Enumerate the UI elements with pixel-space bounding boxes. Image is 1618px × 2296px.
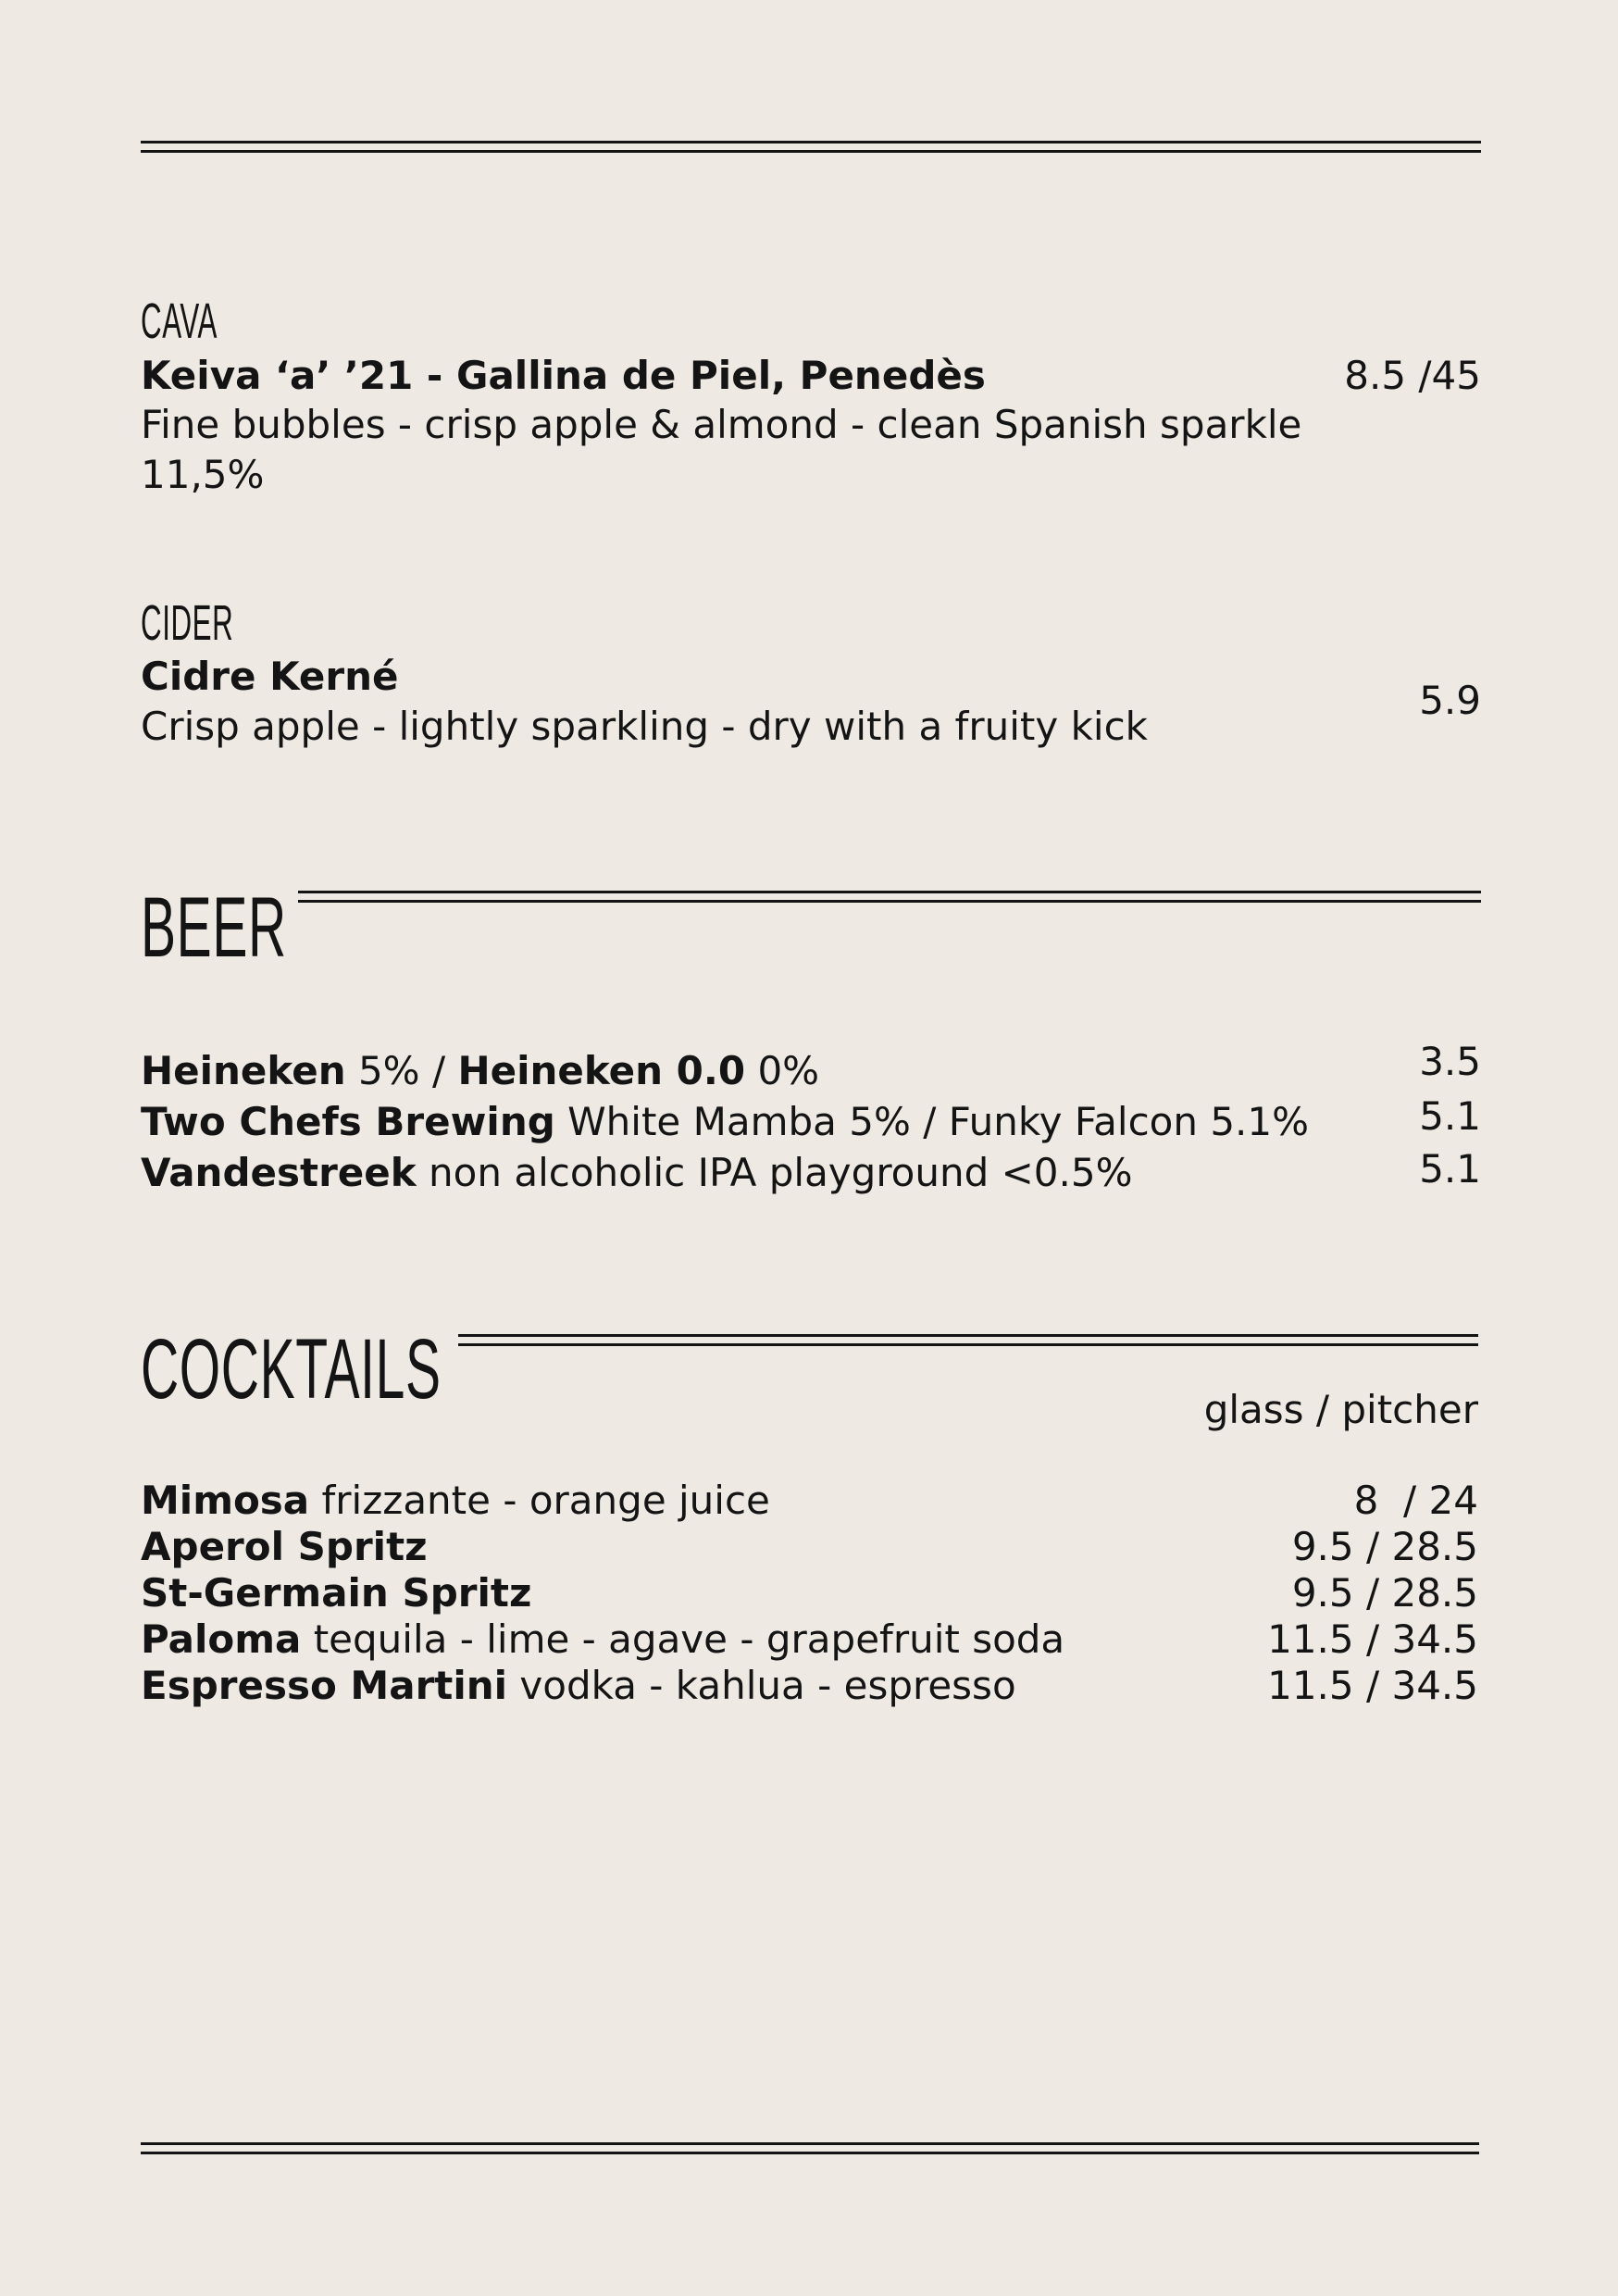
cocktail-price-st-germain: 9.5 / 28.5 — [1291, 1570, 1478, 1616]
cocktail-name: Espresso Martini — [141, 1663, 508, 1708]
cider-item-description: Crisp apple - lightly sparkling - dry with a fruity kick — [141, 704, 1148, 749]
cava-item-name: Keiva ‘a’ ’21 - Gallina de Piel, Penedès — [141, 353, 986, 398]
cocktail-name: Paloma — [141, 1616, 302, 1662]
cocktail-price-paloma: 11.5 / 34.5 — [1267, 1616, 1478, 1662]
beer-price-heineken: 3.5 — [1419, 1039, 1481, 1084]
beer-name: Vandestreek — [141, 1150, 417, 1195]
cava-item-abv: 11,5% — [141, 452, 265, 497]
cava-item-price: 8.5 /45 — [1344, 353, 1481, 398]
cocktails-column-label: glass / pitcher — [1203, 1387, 1478, 1432]
cocktail-name: Aperol Spritz — [141, 1524, 428, 1569]
beer-detail: 5% / — [345, 1048, 458, 1093]
cava-item-description: Fine bubbles - crisp apple & almond - clean Spanish sparkle — [141, 402, 1302, 447]
cocktail-row-espresso-martini — [141, 1662, 1016, 1710]
cocktail-price-mimosa: 8 / 24 — [1353, 1478, 1478, 1523]
cocktail-name: St-Germain Spritz — [141, 1570, 532, 1616]
cocktail-name: Mimosa — [141, 1478, 310, 1523]
cocktail-detail: vodka - kahlua - espresso — [507, 1663, 1016, 1708]
top-double-rule — [141, 141, 1481, 153]
beer-row-vandestreek — [141, 1149, 1133, 1197]
cocktail-row-paloma — [141, 1616, 1064, 1664]
cava-heading: CAVA — [141, 293, 218, 349]
cider-heading: CIDER — [141, 595, 234, 651]
cider-item-name: Cidre Kerné — [141, 654, 399, 699]
cocktail-row-aperol — [141, 1523, 428, 1571]
cocktail-row-st-germain — [141, 1569, 531, 1617]
beer-name: Heineken — [141, 1048, 346, 1093]
cider-item-price: 5.9 — [1419, 678, 1481, 723]
beer-heading: BEER — [141, 880, 287, 975]
cocktail-price-aperol: 9.5 / 28.5 — [1291, 1524, 1478, 1569]
cocktail-detail: frizzante - orange juice — [309, 1478, 770, 1523]
beer-price-vandestreek: 5.1 — [1419, 1146, 1481, 1192]
cocktail-price-espresso-martini: 11.5 / 34.5 — [1267, 1663, 1478, 1708]
beer-detail: White Mamba 5% / Funky Falcon 5.1% — [554, 1099, 1310, 1144]
beer-price-two-chefs: 5.1 — [1419, 1093, 1481, 1139]
cocktail-detail: tequila - lime - agave - grapefruit soda — [301, 1616, 1065, 1662]
cocktail-row-mimosa — [141, 1477, 770, 1525]
beer-row-heineken — [141, 1047, 819, 1095]
cocktails-double-rule — [458, 1334, 1478, 1346]
beer-double-rule — [298, 891, 1481, 903]
cocktails-heading: COCKTAILS — [141, 1322, 442, 1416]
beer-detail-alt: 0% — [745, 1048, 820, 1093]
beer-detail: non alcoholic IPA playground <0.5% — [416, 1150, 1133, 1195]
beer-name: Two Chefs Brewing — [141, 1099, 555, 1144]
beer-row-two-chefs — [141, 1098, 1309, 1146]
bottom-double-rule — [141, 2142, 1479, 2154]
beer-name-alt: Heineken 0.0 — [457, 1048, 746, 1093]
